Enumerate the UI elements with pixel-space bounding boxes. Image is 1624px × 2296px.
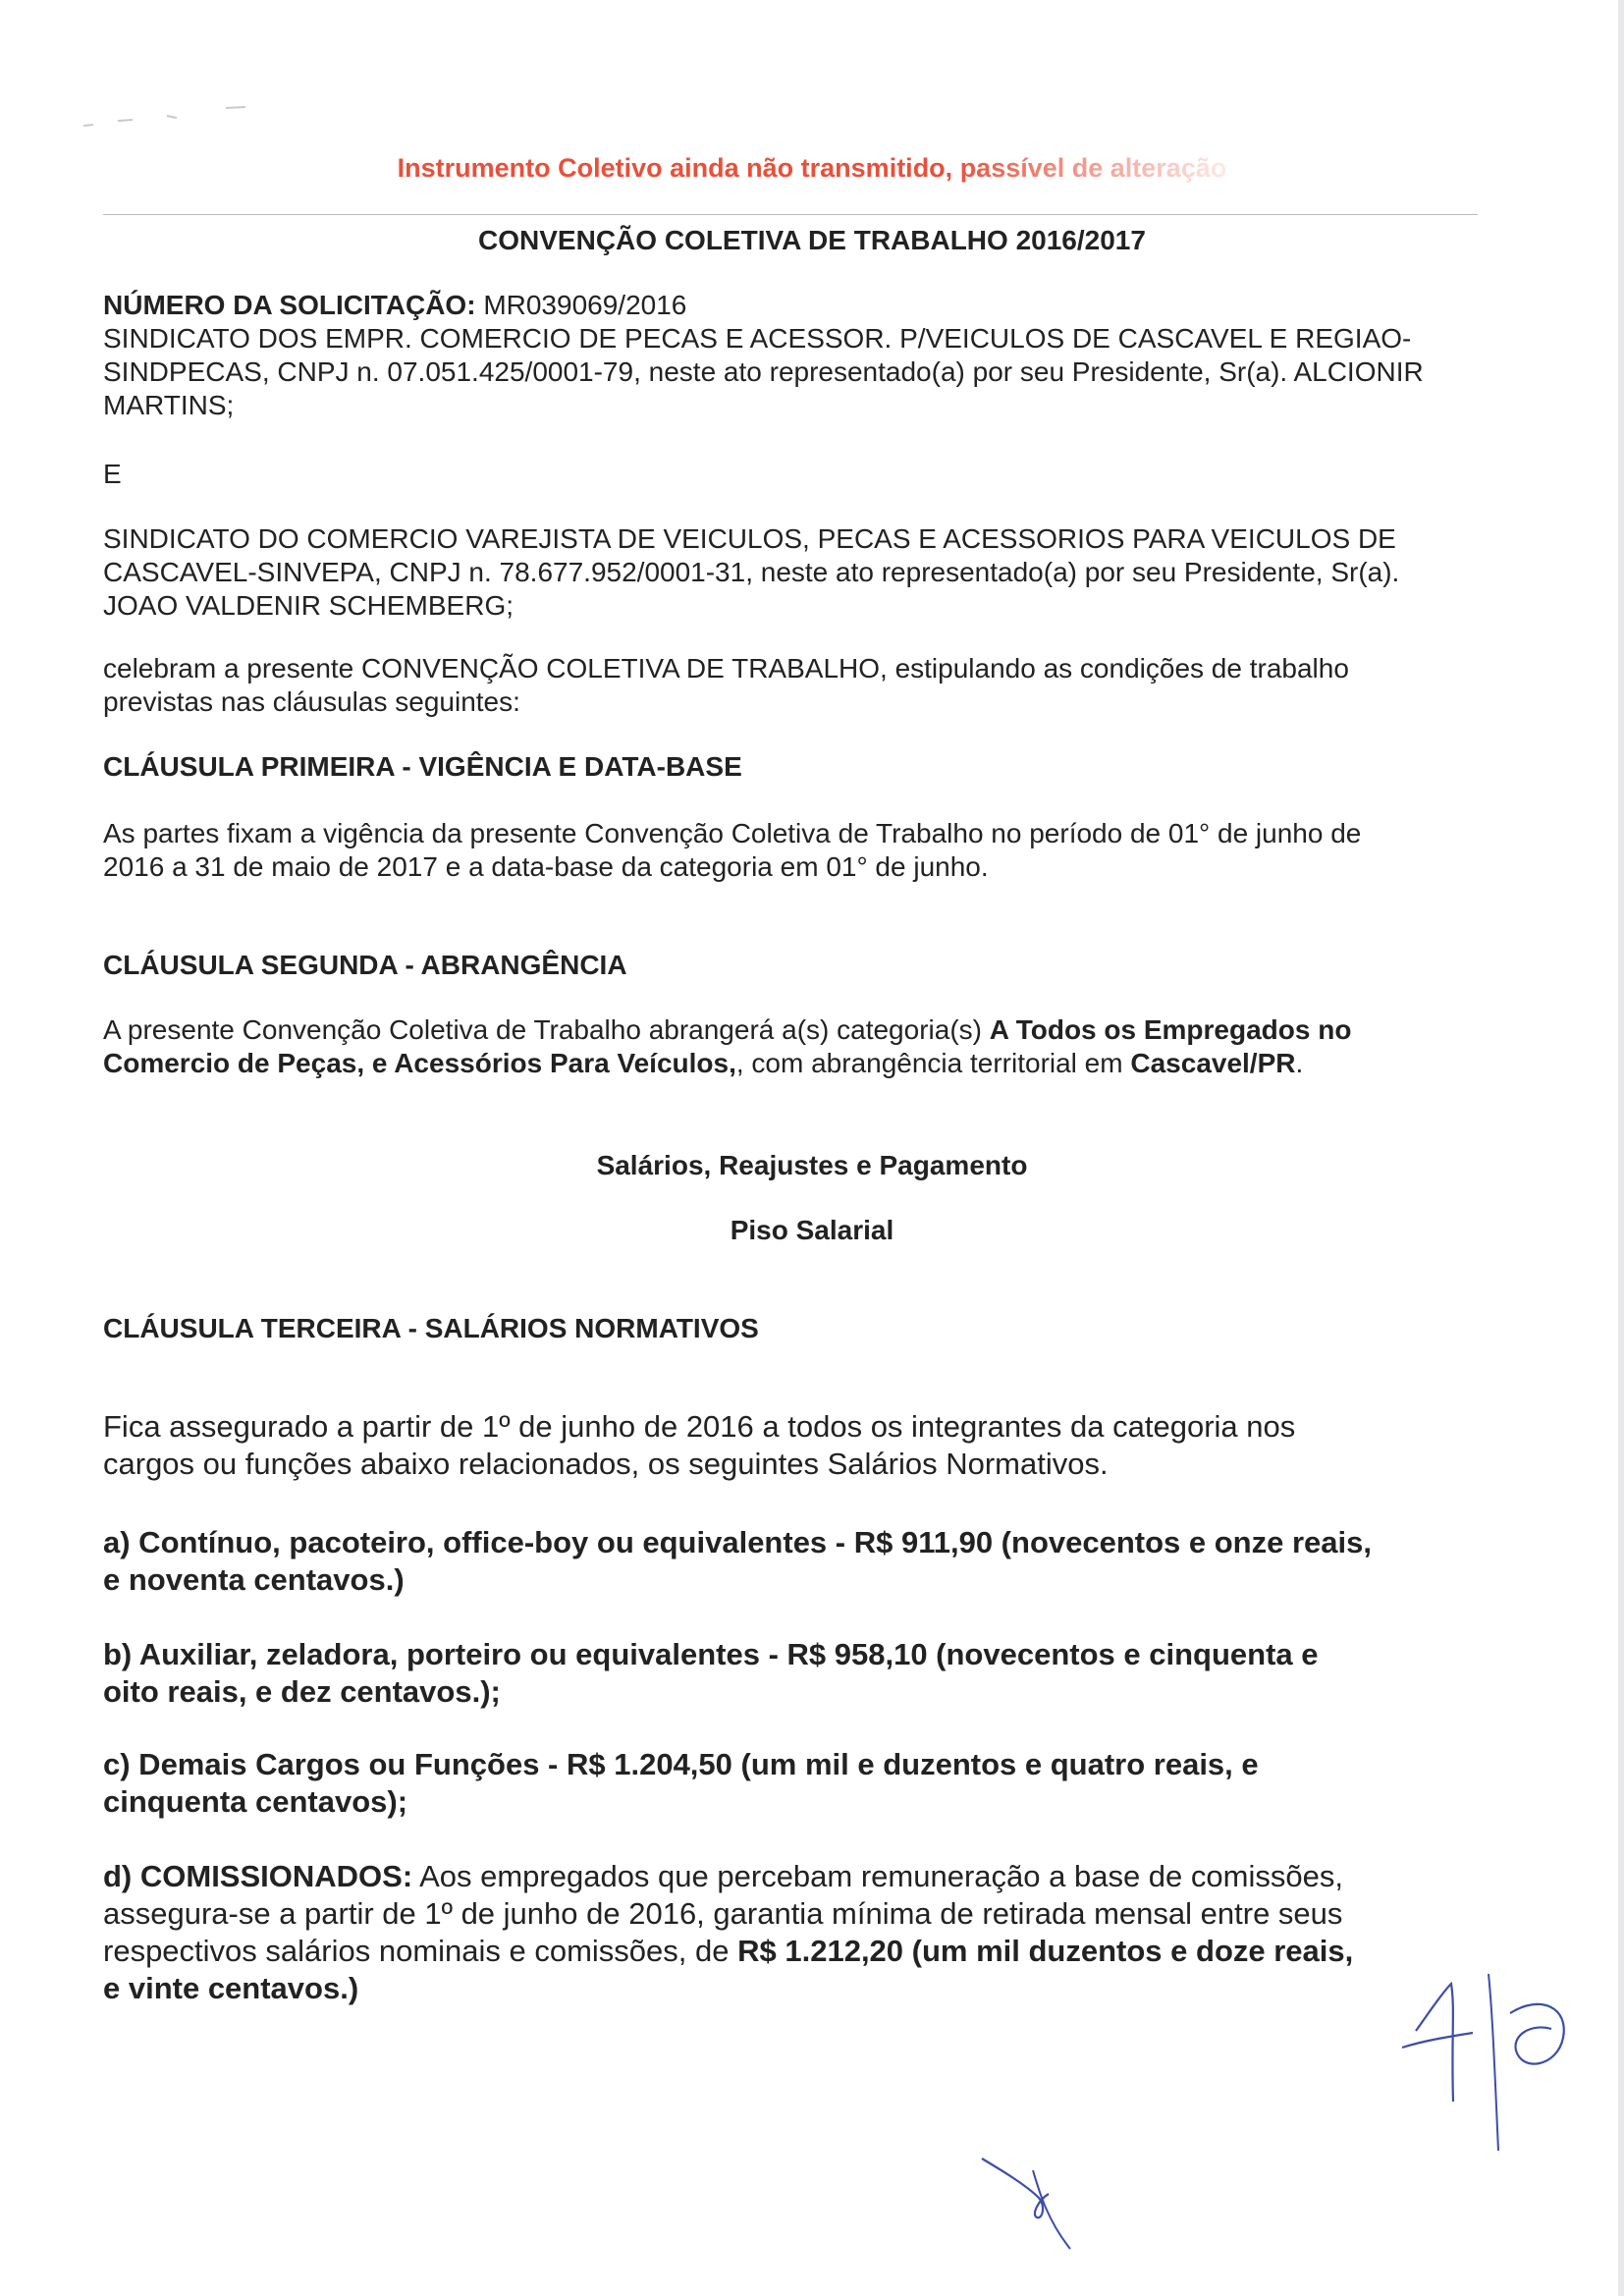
watermark-text: Instrumento Coletivo ainda não transmitido,	[397, 153, 953, 183]
clause1-title: CLÁUSULA PRIMEIRA - VIGÊNCIA E DATA-BASE	[103, 751, 742, 782]
party1-line-2: SINDPECAS, CNPJ n. 07.051.425/0001-79, neste ato representado(a) por seu Presidente, Sr(a). ALCIONIR	[103, 356, 1424, 387]
item-b-line-2: oito reais, e dez centavos.);	[103, 1674, 501, 1709]
item-d-text: Aos empregados que percebam remuneração a base de comissões,	[412, 1859, 1343, 1893]
clause2-category-cont: Comercio de Peças, e Acessórios Para Veículos,	[103, 1048, 736, 1078]
clause2-text-cont: , com abrangência territorial em	[735, 1048, 1131, 1078]
intro-line-2: previstas nas cláusulas seguintes:	[103, 686, 520, 717]
item-a-line-2: e noventa centavos.)	[103, 1562, 405, 1597]
clause2-title: CLÁUSULA SEGUNDA - ABRANGÊNCIA	[103, 950, 627, 980]
request-number-label: NÚMERO DA SOLICITAÇÃO:	[103, 290, 476, 320]
item-b-line-1: b) Auxiliar, zeladora, porteiro ou equivalentes - R$ 958,10 (novecentos e cinquenta e	[103, 1637, 1319, 1671]
watermark-text-fading: passível de alteração	[952, 153, 1227, 183]
watermark-banner	[0, 153, 1624, 184]
clause2-line-1	[103, 1013, 1351, 1047]
clause1-line-2: 2016 a 31 de maio de 2017 e a data-base da categoria em 01° de junho.	[103, 851, 989, 882]
item-d-amount: R$ 1.212,20 (um mil duzentos e doze reais,	[737, 1934, 1354, 1968]
item-d-line-4: e vinte centavos.)	[103, 1971, 359, 2005]
item-c-line-2: cinquenta centavos);	[103, 1784, 408, 1819]
clause2-text: A presente Convenção Coletiva de Trabalho abrangerá a(s) categoria(s)	[103, 1014, 990, 1045]
clause3-intro-line-2: cargos ou funções abaixo relacionados, os seguintes Salários Normativos.	[103, 1447, 1109, 1481]
clause2-line-2	[103, 1047, 1303, 1080]
faint-stamp-marks	[79, 96, 295, 136]
item-d-label: d) COMISSIONADOS:	[103, 1859, 413, 1893]
page-edge-shadow	[1618, 0, 1624, 2296]
item-d-line-1	[103, 1858, 1343, 1895]
clause2-period: .	[1295, 1048, 1304, 1078]
party2-line-1: SINDICATO DO COMERCIO VAREJISTA DE VEICULOS, PECAS E ACESSORIOS PARA VEICULOS DE	[103, 523, 1396, 554]
party2-line-2: CASCAVEL-SINVEPA, CNPJ n. 78.677.952/0001-31, neste ato representado(a) por seu Presidente, Sr(a).	[103, 557, 1400, 587]
party2-line-3: JOAO VALDENIR SCHEMBERG;	[103, 590, 514, 621]
request-number-line	[103, 289, 686, 322]
item-c-line-1: c) Demais Cargos ou Funções - R$ 1.204,50 (um mil e duzentos e quatro reais, e	[103, 1747, 1259, 1781]
party1-line-3: MARTINS;	[103, 390, 235, 420]
handwritten-rubric	[972, 2141, 1110, 2259]
item-d-line-2: assegura-se a partir de 1º de junho de 2016, garantia mínima de retirada mensal entre seus	[103, 1896, 1343, 1931]
item-d-text-cont: respectivos salários nominais e comissões, de	[103, 1934, 738, 1968]
clause2-category: A Todos os Empregados no	[989, 1014, 1352, 1045]
clause3-intro-line-1: Fica assegurado a partir de 1º de junho de 2016 a todos os integrantes da categoria nos	[103, 1409, 1296, 1444]
clause1-line-1: As partes fixam a vigência da presente Convenção Coletiva de Trabalho no período de 01° de junho de	[103, 818, 1362, 848]
conjunction: E	[103, 459, 122, 489]
header-rule	[103, 214, 1478, 215]
section-heading: Salários, Reajustes e Pagamento	[596, 1150, 1028, 1180]
clause3-title: CLÁUSULA TERCEIRA - SALÁRIOS NORMATIVOS	[103, 1313, 759, 1343]
party1-line-1: SINDICATO DOS EMPR. COMERCIO DE PECAS E ACESSOR. P/VEICULOS DE CASCAVEL E REGIAO-	[103, 323, 1412, 354]
subsection-heading: Piso Salarial	[730, 1215, 894, 1245]
item-d-line-3	[103, 1933, 1353, 1970]
item-a-line-1: a) Contínuo, pacoteiro, office-boy ou equivalentes - R$ 911,90 (novecentos e onze reais,	[103, 1525, 1372, 1559]
handwritten-initials-signature	[1394, 1954, 1591, 2170]
clause2-territory: Cascavel/PR	[1130, 1048, 1296, 1078]
request-number-value: MR039069/2016	[483, 290, 687, 320]
intro-line-1: celebram a presente CONVENÇÃO COLETIVA DE TRABALHO, estipulando as condições de trabalho	[103, 653, 1349, 683]
document-title: CONVENÇÃO COLETIVA DE TRABALHO 2016/2017	[478, 225, 1146, 255]
